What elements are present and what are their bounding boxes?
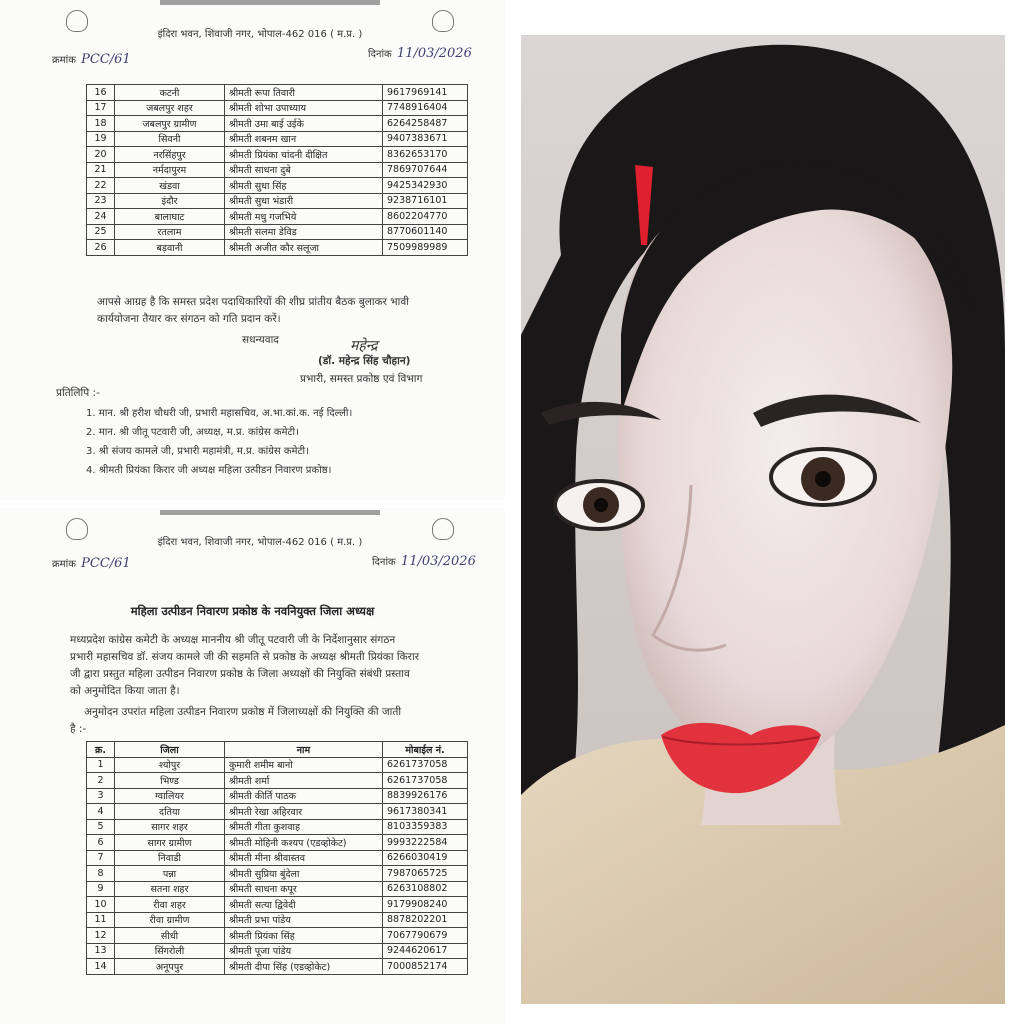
cell-sno: 26 (87, 240, 115, 256)
cell-mobile: 7869707644 (383, 162, 468, 178)
header-sno: क्र. (87, 742, 115, 758)
para2-line-1: अनुमोदन उपरांत महिला उत्पीडन निवारण प्रकोष्ठ में जिलाध्यक्षों की नियुक्ति की जाती (84, 706, 402, 718)
cell-name: श्रीमती मधु गजभिये (225, 209, 383, 225)
table-row (87, 757, 468, 773)
cell-name: श्रीमती अजीत कौर सलूजा (225, 240, 383, 256)
cell-sno: 19 (87, 131, 115, 147)
cell-name: श्रीमती प्रियंका चांदनी दीक्षित (225, 147, 383, 163)
cell-mobile: 6266030419 (383, 850, 468, 866)
cell-sno: 12 (87, 928, 115, 944)
cell-district: दतिया (115, 804, 225, 820)
header-mobile: मोबाईल नं. (383, 742, 468, 758)
table-row (87, 85, 468, 101)
letterhead (60, 0, 460, 40)
table-row (87, 240, 468, 256)
cell-name: श्रीमती रूपा तिवारी (225, 85, 383, 101)
cell-name: श्रीमती मोहिनी कश्यप (एडव्होकेट) (225, 835, 383, 851)
cell-district: पन्ना (115, 866, 225, 882)
letter-bottom-page (0, 508, 505, 1024)
table-row (87, 881, 468, 897)
reference-number (52, 52, 131, 67)
table-row (87, 162, 468, 178)
cell-district: रतलाम (115, 224, 225, 240)
letterhead-title-cropped (160, 510, 380, 520)
cell-district: रीवा ग्रामीण (115, 912, 225, 928)
cell-district: जबलपुर ग्रामीण (115, 116, 225, 132)
cell-mobile: 7067790679 (383, 928, 468, 944)
cell-sno: 21 (87, 162, 115, 178)
table-row (87, 819, 468, 835)
cell-name: श्रीमती सत्या द्विवेदी (225, 897, 383, 913)
cell-name: श्रीमती दीपा सिंह (एडव्होकेट) (225, 959, 383, 975)
cell-district: भिण्ड (115, 773, 225, 789)
table-row (87, 959, 468, 975)
cell-district: इंदौर (115, 193, 225, 209)
table-row (87, 131, 468, 147)
cell-name: श्रीमती सुधा सिंह (225, 178, 383, 194)
cell-mobile: 6264258487 (383, 116, 468, 132)
cc-label: प्रतिलिपि :- (56, 387, 100, 399)
table-row (87, 224, 468, 240)
cell-sno: 20 (87, 147, 115, 163)
cell-district: नर्मदापुरम (115, 162, 225, 178)
cell-sno: 17 (87, 100, 115, 116)
portrait-photo (521, 35, 1005, 1004)
ref-label: क्रमांक (52, 55, 76, 66)
cell-district: खंडवा (115, 178, 225, 194)
cell-name: श्रीमती रेखा अहिरवार (225, 804, 383, 820)
cell-mobile: 7987065725 (383, 866, 468, 882)
cell-mobile: 9238716101 (383, 193, 468, 209)
cell-sno: 14 (87, 959, 115, 975)
request-line-2: कार्ययोजना तैयार कर संगठन को गति प्रदान करें। (97, 313, 281, 325)
header-name: नाम (225, 742, 383, 758)
cell-sno: 5 (87, 819, 115, 835)
table-row (87, 100, 468, 116)
date-value: 11/03/2026 (396, 46, 472, 61)
date-label: दिनांक (368, 49, 392, 60)
table-row (87, 178, 468, 194)
cell-sno: 23 (87, 193, 115, 209)
cell-mobile: 8103359383 (383, 819, 468, 835)
table-row (87, 147, 468, 163)
cell-mobile: 7748916404 (383, 100, 468, 116)
cell-name: कुमारी शमीम बानो (225, 757, 383, 773)
table-row (87, 788, 468, 804)
cell-mobile: 8878202201 (383, 912, 468, 928)
cell-mobile: 9617969141 (383, 85, 468, 101)
cell-name: श्रीमती मीना श्रीवास्तव (225, 850, 383, 866)
cell-name: श्रीमती कीर्ति पाठक (225, 788, 383, 804)
table-row (87, 209, 468, 225)
table-row (87, 866, 468, 882)
letter-date (368, 46, 472, 61)
cell-name: श्रीमती पूजा पांडेय (225, 943, 383, 959)
letter-date (372, 554, 476, 569)
cc-item: 1. मान. श्री हरीश चौधरी जी, प्रभारी महासचिव, अ.भा.कां.क. नई दिल्ली। (86, 408, 353, 419)
cell-name: श्रीमती सुप्रिया बुंदेला (225, 866, 383, 882)
left-pupil (594, 498, 608, 512)
table-row (87, 928, 468, 944)
cell-sno: 6 (87, 835, 115, 851)
cell-sno: 8 (87, 866, 115, 882)
page-title: महिला उत्पीडन निवारण प्रकोष्ठ के नवनियुक्त जिला अध्यक्ष (130, 604, 375, 618)
cell-sno: 1 (87, 757, 115, 773)
cell-district: सागर शहर (115, 819, 225, 835)
cell-mobile: 8770601140 (383, 224, 468, 240)
cell-name: श्रीमती सुधा भंडारी (225, 193, 383, 209)
cell-district: नरसिंहपुर (115, 147, 225, 163)
table-row (87, 943, 468, 959)
cell-sno: 4 (87, 804, 115, 820)
cell-mobile: 6261737058 (383, 773, 468, 789)
cell-mobile: 7509989989 (383, 240, 468, 256)
cell-district: सतना शहर (115, 881, 225, 897)
cell-name: श्रीमती प्रभा पांडेय (225, 912, 383, 928)
cell-district: ग्वालियर (115, 788, 225, 804)
cell-district: कटनी (115, 85, 225, 101)
cell-sno: 11 (87, 912, 115, 928)
signatory-name: (डॉ. महेन्द्र सिंह चौहान) (318, 355, 411, 367)
table-row (87, 897, 468, 913)
cell-name: श्रीमती प्रियंका सिंह (225, 928, 383, 944)
cell-mobile: 9244620617 (383, 943, 468, 959)
table-row (87, 193, 468, 209)
letterhead (60, 508, 460, 548)
letter-top-page (0, 0, 505, 500)
cell-mobile: 8839926176 (383, 788, 468, 804)
table-row (87, 804, 468, 820)
cell-name: श्रीमती सलमा डेविड (225, 224, 383, 240)
request-line-1: आपसे आग्रह है कि समस्त प्रदेश पदाधिकारियों की शीघ्र प्रांतीय बैठक बुलाकर भावी (97, 296, 409, 308)
cell-name: श्रीमती उमा बाई उईके (225, 116, 383, 132)
portrait-illustration (521, 35, 1005, 1004)
cell-mobile: 9425342930 (383, 178, 468, 194)
cell-sno: 2 (87, 773, 115, 789)
cell-name: श्रीमती साधना दुबे (225, 162, 383, 178)
cell-sno: 10 (87, 897, 115, 913)
date-label: दिनांक (372, 557, 396, 568)
thanks-text: सधन्यवाद (242, 334, 279, 346)
cell-sno: 18 (87, 116, 115, 132)
cc-item: 2. मान. श्री जीतू पटवारी जी, अध्यक्ष, म.प्र. कांग्रेस कमेटी। (86, 427, 299, 438)
cell-district: रीवा शहर (115, 897, 225, 913)
cell-name: श्रीमती शोभा उपाध्याय (225, 100, 383, 116)
cell-mobile: 9407383671 (383, 131, 468, 147)
right-pupil (815, 471, 831, 487)
ref-value: PCC/61 (81, 556, 131, 571)
cell-name: श्रीमती गीता कुशवाह (225, 819, 383, 835)
cell-sno: 9 (87, 881, 115, 897)
appointments-table-continued (86, 84, 468, 256)
cell-district: सिंगरोली (115, 943, 225, 959)
table-row (87, 835, 468, 851)
para1-line-4: को अनुमोदित किया जाता है। (70, 685, 180, 697)
cell-mobile: 7000852174 (383, 959, 468, 975)
cell-sno: 7 (87, 850, 115, 866)
cell-mobile: 8362653170 (383, 147, 468, 163)
cell-sno: 3 (87, 788, 115, 804)
reference-number (52, 556, 131, 571)
appointments-table (86, 741, 468, 975)
cell-sno: 25 (87, 224, 115, 240)
cell-mobile: 9179908240 (383, 897, 468, 913)
cell-district: सिवनी (115, 131, 225, 147)
cell-sno: 24 (87, 209, 115, 225)
cc-item: 4. श्रीमती प्रियंका किरार जी अध्यक्ष महिला उत्पीडन निवारण प्रकोष्ठ। (86, 465, 332, 476)
signatory-title: प्रभारी, समस्त प्रकोष्ठ एवं विभाग (300, 373, 423, 385)
para1-line-2: प्रभारी महासचिव डॉ. संजय कामले जी की सहमति से प्रकोष्ठ के अध्यक्ष श्रीमती प्रियंका किरार (70, 651, 419, 663)
cell-mobile: 6263108802 (383, 881, 468, 897)
cell-district: जबलपुर शहर (115, 100, 225, 116)
table-header-row (87, 742, 468, 758)
ref-value: PCC/61 (81, 52, 131, 67)
date-value: 11/03/2026 (400, 554, 476, 569)
cell-mobile: 6261737058 (383, 757, 468, 773)
ref-label: क्रमांक (52, 559, 76, 570)
cell-mobile: 8602204770 (383, 209, 468, 225)
cell-district: सागर ग्रामीण (115, 835, 225, 851)
para1-line-1: मध्यप्रदेश कांग्रेस कमेटी के अध्यक्ष माननीय श्री जीतू पटवारी जी के निर्देशानुसार संगठन (70, 634, 396, 646)
office-address: इंदिरा भवन, शिवाजी नगर, भोपाल-462 016 ( म.प्र. ) (157, 29, 363, 40)
cell-mobile: 9617380341 (383, 804, 468, 820)
header-district: जिला (115, 742, 225, 758)
signature: महेन्द्र (350, 338, 378, 354)
cell-district: बालाघाट (115, 209, 225, 225)
cell-sno: 16 (87, 85, 115, 101)
cell-sno: 22 (87, 178, 115, 194)
cell-mobile: 9993222584 (383, 835, 468, 851)
para1-line-3: जी द्वारा प्रस्तुत महिला उत्पीडन निवारण प्रकोष्ठ के जिला अध्यक्षों की नियुक्ति संबंधी प्रस्ताव (70, 668, 410, 680)
cell-district: सीधी (115, 928, 225, 944)
cell-sno: 13 (87, 943, 115, 959)
letterhead-title-cropped (160, 0, 380, 10)
para2-line-2: है :- (70, 723, 87, 735)
table-row (87, 773, 468, 789)
cell-district: निवाडी (115, 850, 225, 866)
cell-district: अनूपपुर (115, 959, 225, 975)
table-row (87, 116, 468, 132)
table-row (87, 850, 468, 866)
cell-name: श्रीमती शबनम खान (225, 131, 383, 147)
office-address: इंदिरा भवन, शिवाजी नगर, भोपाल-462 016 ( म.प्र. ) (157, 537, 363, 548)
cc-list (86, 405, 352, 481)
cell-district: बड़वानी (115, 240, 225, 256)
cell-name: श्रीमती साधना कपूर (225, 881, 383, 897)
cell-name: श्रीमती शर्मा (225, 773, 383, 789)
cc-item: 3. श्री संजय कामले जी, प्रभारी महामंत्री, म.प्र. कांग्रेस कमेटी। (86, 446, 309, 457)
table-row (87, 912, 468, 928)
cell-district: श्योपुर (115, 757, 225, 773)
